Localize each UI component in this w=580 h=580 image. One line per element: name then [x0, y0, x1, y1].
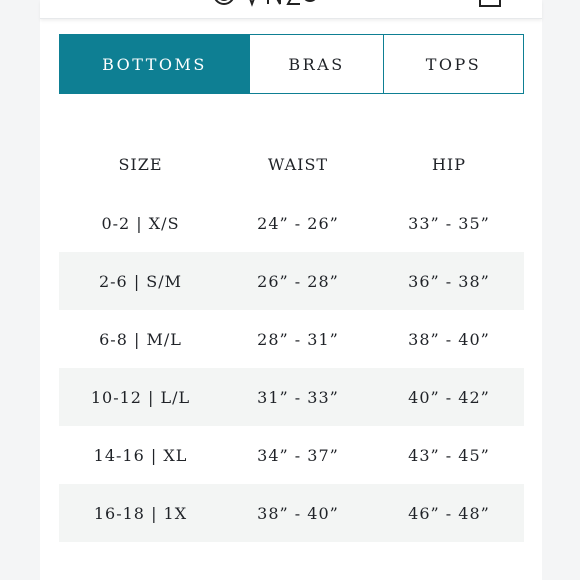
size-cell: 14-16 | XL: [93, 445, 188, 465]
table-row: [59, 484, 524, 542]
tab-bras[interactable]: BRAS: [249, 35, 383, 93]
hamburger-menu-icon[interactable]: [71, 0, 101, 4]
waist-cell: 26” - 28”: [257, 271, 339, 291]
column-header-size: SIZE: [118, 154, 163, 174]
size-cell: 2-6 | S/M: [98, 271, 183, 291]
hip-cell: 40” - 42”: [408, 387, 490, 407]
size-cell: 16-18 | 1X: [93, 503, 188, 523]
logo-mark: [208, 0, 316, 8]
top-navigation-bar: [40, 0, 542, 19]
tab-bottoms[interactable]: BOTTOMS: [60, 35, 249, 93]
table-row: [59, 252, 524, 310]
size-cell: 6-8 | M/L: [99, 329, 182, 349]
hip-cell: 43” - 45”: [408, 445, 490, 465]
hip-cell: 33” - 35”: [408, 213, 490, 233]
waist-cell: 31” - 33”: [257, 387, 339, 407]
table-header-row: [59, 136, 524, 192]
size-cell: 10-12 | L/L: [90, 387, 191, 407]
table-row: [59, 310, 524, 368]
waist-cell: 24” - 26”: [257, 213, 339, 233]
tab-tops[interactable]: TOPS: [383, 35, 523, 93]
size-guide-screen: [40, 0, 542, 580]
category-tabs: [59, 34, 524, 94]
shopping-bag-icon[interactable]: [478, 0, 502, 12]
size-chart-table: [59, 136, 524, 542]
column-header-waist: WAIST: [267, 154, 329, 174]
size-cell: 0-2 | X/S: [101, 213, 180, 233]
waist-cell: 38” - 40”: [257, 503, 339, 523]
hip-cell: 46” - 48”: [408, 503, 490, 523]
table-row: [59, 194, 524, 252]
table-row: [59, 368, 524, 426]
waist-cell: 28” - 31”: [257, 329, 339, 349]
waist-cell: 34” - 37”: [257, 445, 339, 465]
table-row: [59, 426, 524, 484]
hip-cell: 36” - 38”: [408, 271, 490, 291]
column-header-hip: HIP: [431, 154, 467, 174]
brand-logo[interactable]: [208, 0, 316, 8]
hip-cell: 38” - 40”: [408, 329, 490, 349]
